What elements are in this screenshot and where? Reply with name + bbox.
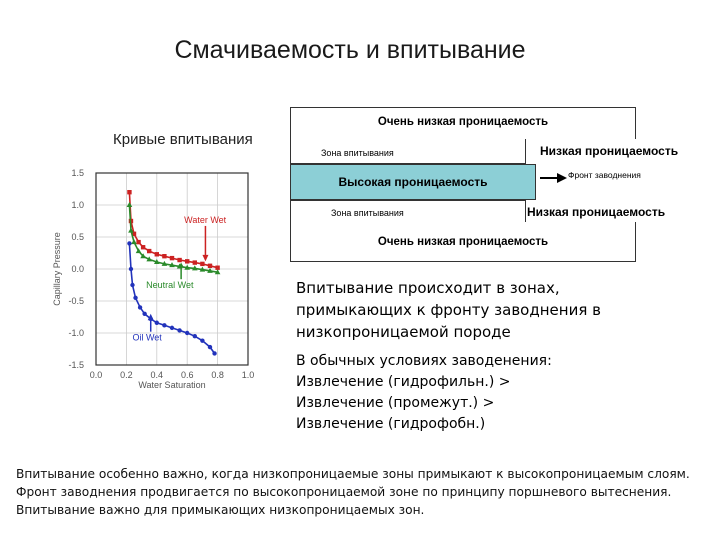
data-point — [185, 259, 189, 263]
page-title: Смачиваемость и впитывание — [174, 36, 526, 64]
data-point — [155, 321, 159, 325]
data-point — [200, 262, 204, 266]
data-point — [208, 264, 212, 268]
y-tick-label: 0.5 — [71, 232, 84, 242]
chart-axes — [52, 168, 254, 390]
data-point — [193, 334, 197, 338]
annotation-label: Water Wet — [184, 214, 227, 225]
data-point — [131, 239, 137, 244]
y-tick-label: 1.5 — [71, 168, 84, 178]
data-point — [133, 296, 137, 300]
caption-line: Извлечение (гидрофильн.) > — [296, 374, 511, 390]
y-axis-label: Capillary Pressure — [52, 232, 62, 306]
x-tick-label: 0.0 — [89, 370, 103, 380]
x-tick-label: 1.0 — [241, 370, 255, 380]
zone-upper-box — [290, 139, 526, 164]
annotation-label: Oil Wet — [132, 332, 162, 343]
data-point — [127, 202, 133, 207]
low-perm-lower-label: Низкая проницаемость — [527, 205, 666, 219]
data-point — [208, 345, 212, 349]
y-tick-label: 0.0 — [71, 264, 84, 274]
caption-main: Впитывание происходит в зонах, примыкающих к фронту заводнения в низкопроницаемой породе — [296, 279, 601, 341]
front-label: Фронт заводнения — [568, 170, 641, 180]
x-axis-label: Water Saturation — [138, 380, 206, 390]
x-tick-label: 0.4 — [150, 370, 164, 380]
chart-grid — [96, 173, 248, 365]
data-point — [193, 260, 197, 264]
y-tick-label: -1.5 — [68, 360, 84, 370]
footer-text: Впитывание особенно важно, когда низкопроницаемые зоны примыкают к высокопроницаемым слоям. Фронт заводнения продвигается по высокопроницаемой зоне по принципу поршневого вытеснения. Впитывание важно для примыкающих низкопроницаемых зон. — [16, 467, 690, 517]
zone-upper-label: Зона впитывания — [321, 148, 394, 158]
y-tick-label: -1.0 — [68, 328, 84, 338]
y-tick-label: 1.0 — [71, 200, 84, 210]
caption-line: Извлечение (промежут.) > — [296, 395, 495, 411]
annotation-label: Neutral Wet — [146, 280, 194, 291]
data-point — [177, 258, 181, 262]
data-point — [177, 328, 181, 332]
data-point — [129, 267, 133, 271]
caption-line: В обычных условиях заводенения: — [296, 353, 552, 369]
very-low-perm-bottom: Очень низкая проницаемость — [290, 222, 636, 262]
y-tick-label: -0.5 — [68, 296, 84, 306]
data-point — [170, 256, 174, 260]
data-point — [130, 283, 134, 287]
caption-list — [296, 351, 676, 435]
chart-annotations — [132, 215, 226, 343]
imbibition-chart — [50, 165, 270, 390]
data-point — [162, 254, 166, 258]
data-point — [142, 312, 146, 316]
data-point — [170, 326, 174, 330]
data-point — [127, 190, 131, 194]
data-point — [138, 305, 142, 309]
very-low-perm-top: Очень низкая проницаемость — [290, 107, 636, 139]
front-arrow-icon — [540, 171, 568, 185]
curves-label: Кривые впитывания — [113, 131, 253, 148]
annotation-arrow-head — [202, 255, 208, 261]
zone-lower-label: Зона впитывания — [331, 208, 404, 218]
zone-lower-box — [290, 200, 526, 222]
caption-line: Извлечение (гидрофобн.) — [296, 416, 486, 432]
data-point — [185, 331, 189, 335]
data-point — [127, 241, 131, 245]
x-tick-label: 0.6 — [180, 370, 194, 380]
low-perm-upper-label: Низкая проницаемость — [540, 144, 679, 158]
x-tick-label: 0.8 — [211, 370, 224, 380]
data-point — [200, 338, 204, 342]
data-point — [162, 323, 166, 327]
data-point — [155, 252, 159, 256]
data-point — [136, 240, 140, 244]
data-point — [141, 245, 145, 249]
high-perm-box: Высокая проницаемость — [290, 164, 536, 200]
x-tick-label: 0.2 — [120, 370, 133, 380]
data-point — [212, 351, 216, 355]
data-point — [147, 249, 151, 253]
